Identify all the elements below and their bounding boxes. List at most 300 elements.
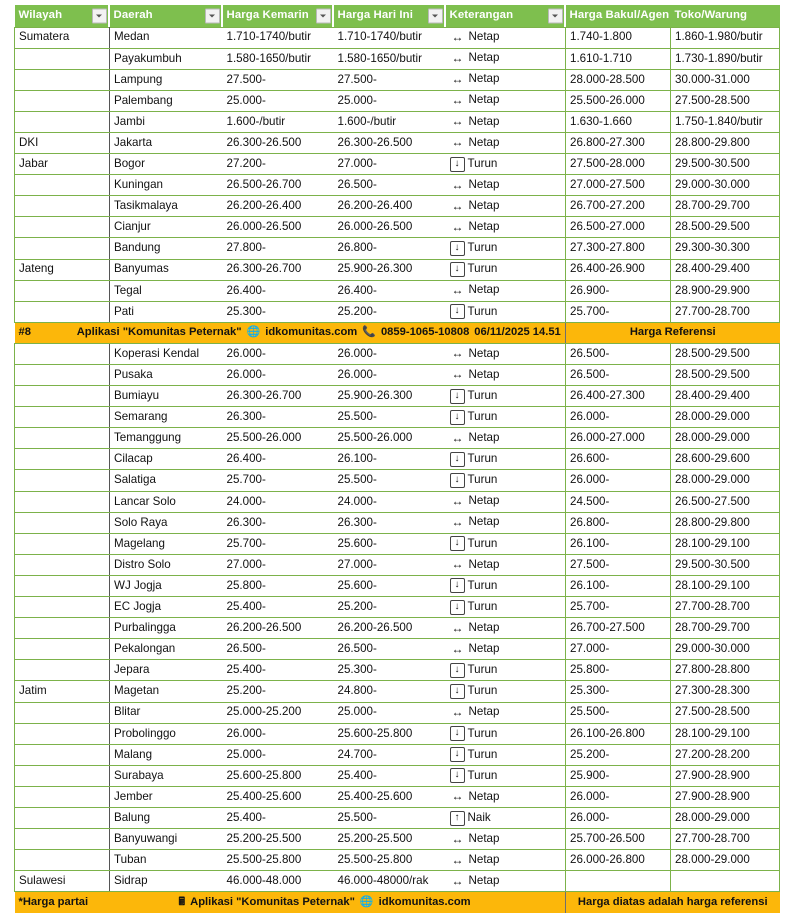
- cell-harga-bakul-agen: 27.000-27.500: [566, 175, 671, 196]
- cell-toko-warung: 27.700-28.700: [671, 597, 780, 618]
- cell-harga-bakul-agen: 26.100-: [566, 575, 671, 596]
- banner-right-label: Harga Referensi: [566, 322, 780, 343]
- cell-wilayah: [15, 175, 110, 196]
- cell-harga-bakul-agen: 26.000-: [566, 807, 671, 828]
- cell-harga-kemarin: 26.500-: [223, 639, 334, 660]
- cell-wilayah: Sulawesi: [15, 871, 110, 892]
- cell-harga-bakul-agen: 27.500-28.000: [566, 154, 671, 175]
- cell-harga-kemarin: 25.300-: [223, 301, 334, 322]
- down-arrow-box-icon: ↓: [450, 578, 465, 593]
- cell-harga-hari-ini: 26.500-: [334, 639, 446, 660]
- cell-wilayah: [15, 618, 110, 639]
- cell-keterangan: [446, 428, 566, 449]
- table-row[interactable]: [15, 871, 780, 892]
- cell-harga-bakul-agen: 25.800-: [566, 660, 671, 681]
- cell-harga-bakul-agen: 26.000-27.000: [566, 428, 671, 449]
- cell-harga-hari-ini: 25.600-: [334, 533, 446, 554]
- cell-daerah: Tuban: [110, 850, 223, 871]
- cell-harga-hari-ini: 25.400-: [334, 765, 446, 786]
- table-row[interactable]: [15, 744, 780, 765]
- cell-toko-warung: 27.900-28.900: [671, 765, 780, 786]
- status-label: Turun: [467, 768, 498, 782]
- table-row[interactable]: [15, 154, 780, 175]
- table-row[interactable]: [15, 69, 780, 90]
- cell-harga-kemarin: 25.600-25.800: [223, 765, 334, 786]
- cell-daerah: Tasikmalaya: [110, 196, 223, 217]
- filter-dropdown-icon[interactable]: [92, 8, 107, 23]
- column-header-daerah: [110, 5, 223, 27]
- left-right-arrow-icon: ↔: [451, 346, 464, 361]
- cell-keterangan: [446, 807, 566, 828]
- cell-harga-bakul-agen: [566, 871, 671, 892]
- cell-wilayah: Jabar: [15, 154, 110, 175]
- cell-wilayah: [15, 702, 110, 723]
- table-row[interactable]: [15, 111, 780, 132]
- harga-telur-table: [14, 5, 780, 913]
- left-right-arrow-icon: ↔: [451, 852, 464, 867]
- header-row: [15, 5, 780, 27]
- cell-daerah: Probolinggo: [110, 723, 223, 744]
- cell-harga-bakul-agen: 26.600-: [566, 449, 671, 470]
- status-label: Netap: [468, 641, 500, 655]
- table-row[interactable]: [15, 575, 780, 596]
- cell-keterangan: [446, 259, 566, 280]
- cell-wilayah: [15, 301, 110, 322]
- cell-wilayah: [15, 238, 110, 259]
- table-row[interactable]: [15, 512, 780, 533]
- cell-keterangan: [446, 69, 566, 90]
- cell-harga-kemarin: 26.400-: [223, 449, 334, 470]
- footer-app-name: Aplikasi "Komunitas Peternak": [190, 895, 355, 908]
- cell-harga-kemarin: 1.580-1650/butir: [223, 48, 334, 69]
- cell-harga-hari-ini: 26.800-: [334, 238, 446, 259]
- table-row[interactable]: [15, 27, 780, 48]
- cell-wilayah: [15, 428, 110, 449]
- table-row[interactable]: [15, 829, 780, 850]
- status-label: Netap: [468, 831, 500, 845]
- globe-icon: 🌐: [246, 326, 261, 339]
- cell-harga-kemarin: 25.400-: [223, 597, 334, 618]
- cell-keterangan: [446, 111, 566, 132]
- status-label: Netap: [468, 283, 500, 297]
- column-header-harga-hari-ini: [334, 5, 446, 27]
- footer-note: *Harga partai: [18, 895, 89, 908]
- cell-keterangan: [446, 90, 566, 111]
- down-arrow-box-icon: ↓: [450, 452, 465, 467]
- cell-daerah: Blitar: [110, 702, 223, 723]
- cell-daerah: Pati: [110, 301, 223, 322]
- filter-dropdown-icon[interactable]: [316, 8, 331, 23]
- table-row[interactable]: [15, 850, 780, 871]
- table-row[interactable]: [15, 48, 780, 69]
- cell-daerah: Pusaka: [110, 365, 223, 386]
- banner-phone: 0859-1065-10808: [380, 325, 470, 338]
- cell-daerah: Purbalingga: [110, 618, 223, 639]
- cell-harga-bakul-agen: 26.000-: [566, 786, 671, 807]
- cell-daerah: Tegal: [110, 280, 223, 301]
- cell-harga-kemarin: 26.300-: [223, 407, 334, 428]
- left-right-arrow-icon: ↔: [451, 494, 464, 509]
- cell-daerah: Surabaya: [110, 765, 223, 786]
- cell-daerah: Magetan: [110, 681, 223, 702]
- cell-keterangan: [446, 512, 566, 533]
- cell-toko-warung: 28.100-29.100: [671, 575, 780, 596]
- cell-keterangan: [446, 765, 566, 786]
- status-label: Turun: [467, 473, 498, 487]
- column-header-label: Daerah: [113, 8, 153, 21]
- status-label: Netap: [468, 51, 500, 65]
- cell-wilayah: [15, 407, 110, 428]
- left-right-arrow-icon: ↔: [451, 29, 464, 44]
- down-arrow-box-icon: ↓: [450, 663, 465, 678]
- cell-toko-warung: 28.000-29.000: [671, 428, 780, 449]
- status-label: Netap: [468, 873, 500, 887]
- cell-wilayah: [15, 217, 110, 238]
- filter-dropdown-icon[interactable]: [548, 8, 563, 23]
- cell-harga-bakul-agen: 26.700-27.200: [566, 196, 671, 217]
- table-row[interactable]: [15, 702, 780, 723]
- cell-harga-kemarin: 26.000-: [223, 365, 334, 386]
- cell-keterangan: [446, 829, 566, 850]
- cell-keterangan: [446, 618, 566, 639]
- cell-harga-hari-ini: 25.500-26.000: [334, 428, 446, 449]
- calculator-icon: 🖩: [178, 895, 186, 908]
- table-row[interactable]: [15, 449, 780, 470]
- cell-keterangan: [446, 365, 566, 386]
- cell-harga-hari-ini: 25.600-: [334, 575, 446, 596]
- cell-wilayah: [15, 575, 110, 596]
- cell-toko-warung: 28.000-29.000: [671, 470, 780, 491]
- cell-harga-kemarin: 25.700-: [223, 533, 334, 554]
- status-label: Netap: [468, 135, 500, 149]
- cell-toko-warung: 27.500-28.500: [671, 702, 780, 723]
- cell-keterangan: [446, 786, 566, 807]
- cell-keterangan: [446, 723, 566, 744]
- cell-toko-warung: 27.700-28.700: [671, 829, 780, 850]
- table-row[interactable]: [15, 681, 780, 702]
- cell-harga-hari-ini: 25.600-25.800: [334, 723, 446, 744]
- cell-daerah: Payakumbuh: [110, 48, 223, 69]
- table-row[interactable]: [15, 533, 780, 554]
- status-label: Turun: [467, 262, 498, 276]
- cell-daerah: Lancar Solo: [110, 491, 223, 512]
- left-right-arrow-icon: ↔: [451, 831, 464, 846]
- cell-harga-bakul-agen: 25.300-: [566, 681, 671, 702]
- status-label: Turun: [467, 726, 498, 740]
- cell-keterangan: [446, 154, 566, 175]
- phone-icon: 📞: [362, 326, 376, 339]
- status-label: Netap: [468, 220, 500, 233]
- down-arrow-box-icon: ↓: [450, 726, 465, 741]
- table-row[interactable]: [15, 386, 780, 407]
- table-row[interactable]: [15, 723, 780, 744]
- table-row[interactable]: [15, 132, 780, 153]
- cell-keterangan: [446, 575, 566, 596]
- cell-harga-kemarin: 26.400-: [223, 280, 334, 301]
- left-right-arrow-icon: ↔: [451, 177, 464, 192]
- cell-daerah: Jepara: [110, 660, 223, 681]
- status-label: Turun: [467, 536, 498, 550]
- status-label: Netap: [468, 430, 500, 444]
- left-right-arrow-icon: ↔: [451, 641, 464, 656]
- status-label: Netap: [468, 367, 500, 381]
- table-row[interactable]: [15, 660, 780, 681]
- status-label: Turun: [467, 578, 498, 592]
- cell-wilayah: Sumatera: [15, 27, 110, 48]
- cell-wilayah: [15, 365, 110, 386]
- cell-harga-hari-ini: 25.200-25.500: [334, 829, 446, 850]
- cell-wilayah: Jateng: [15, 259, 110, 280]
- cell-wilayah: [15, 69, 110, 90]
- cell-keterangan: [446, 660, 566, 681]
- cell-harga-kemarin: 26.300-26.700: [223, 386, 334, 407]
- left-right-arrow-icon: ↔: [451, 283, 464, 298]
- banner-site[interactable]: idkomunitas.com: [265, 325, 358, 338]
- cell-toko-warung: 28.100-29.100: [671, 723, 780, 744]
- cell-keterangan: [446, 470, 566, 491]
- cell-daerah: Medan: [110, 27, 223, 48]
- table-row[interactable]: [15, 90, 780, 111]
- table-row[interactable]: [15, 765, 780, 786]
- table-row[interactable]: [15, 597, 780, 618]
- cell-wilayah: [15, 807, 110, 828]
- cell-toko-warung: 29.300-30.300: [671, 238, 780, 259]
- status-label: Turun: [467, 410, 498, 424]
- cell-harga-kemarin: 24.000-: [223, 491, 334, 512]
- cell-harga-kemarin: 25.400-: [223, 660, 334, 681]
- down-arrow-box-icon: ↓: [450, 157, 465, 172]
- table-row[interactable]: [15, 175, 780, 196]
- left-right-arrow-icon: ↔: [451, 367, 464, 382]
- table-row[interactable]: [15, 786, 780, 807]
- cell-toko-warung: 26.500-27.500: [671, 491, 780, 512]
- cell-harga-kemarin: 26.300-26.500: [223, 132, 334, 153]
- cell-harga-bakul-agen: 26.000-26.800: [566, 850, 671, 871]
- cell-wilayah: [15, 639, 110, 660]
- table-row[interactable]: [15, 639, 780, 660]
- cell-toko-warung: 28.400-29.400: [671, 259, 780, 280]
- cell-toko-warung: 1.730-1.890/butir: [671, 48, 780, 69]
- cell-wilayah: [15, 660, 110, 681]
- down-arrow-box-icon: ↓: [450, 241, 465, 256]
- cell-toko-warung: 1.750-1.840/butir: [671, 111, 780, 132]
- left-right-arrow-icon: ↔: [451, 430, 464, 445]
- cell-toko-warung: 28.900-29.900: [671, 280, 780, 301]
- cell-harga-bakul-agen: 1.610-1.710: [566, 48, 671, 69]
- status-label: Turun: [467, 452, 498, 466]
- cell-toko-warung: 28.100-29.100: [671, 533, 780, 554]
- cell-daerah: Malang: [110, 744, 223, 765]
- cell-wilayah: [15, 470, 110, 491]
- cell-harga-hari-ini: 25.900-26.300: [334, 259, 446, 280]
- cell-harga-bakul-agen: 25.500-: [566, 702, 671, 723]
- status-label: Netap: [468, 494, 500, 508]
- table-body: [15, 27, 780, 913]
- table-row[interactable]: [15, 365, 780, 386]
- cell-harga-bakul-agen: 25.700-: [566, 597, 671, 618]
- cell-harga-bakul-agen: 26.100-26.800: [566, 723, 671, 744]
- left-right-arrow-icon: ↔: [451, 557, 464, 572]
- cell-toko-warung: 28.700-29.700: [671, 618, 780, 639]
- cell-toko-warung: 28.000-29.000: [671, 807, 780, 828]
- cell-harga-kemarin: 25.000-25.200: [223, 702, 334, 723]
- cell-keterangan: [446, 343, 566, 364]
- cell-harga-kemarin: 25.500-25.800: [223, 850, 334, 871]
- cell-harga-bakul-agen: 1.740-1.800: [566, 27, 671, 48]
- cell-daerah: Jember: [110, 786, 223, 807]
- cell-wilayah: [15, 533, 110, 554]
- cell-wilayah: [15, 786, 110, 807]
- table-row[interactable]: [15, 470, 780, 491]
- status-label: Netap: [468, 705, 500, 719]
- cell-toko-warung: 28.700-29.700: [671, 196, 780, 217]
- cell-harga-hari-ini: 46.000-48000/rak: [334, 871, 446, 892]
- cell-harga-hari-ini: 1.600-/butir: [334, 111, 446, 132]
- cell-harga-bakul-agen: 26.400-26.900: [566, 259, 671, 280]
- cell-harga-hari-ini: 25.500-: [334, 407, 446, 428]
- cell-harga-bakul-agen: 26.500-: [566, 343, 671, 364]
- cell-wilayah: [15, 554, 110, 575]
- cell-harga-kemarin: 26.200-26.500: [223, 618, 334, 639]
- cell-keterangan: [446, 48, 566, 69]
- table-row[interactable]: [15, 301, 780, 322]
- cell-harga-hari-ini: 26.100-: [334, 449, 446, 470]
- cell-keterangan: [446, 132, 566, 153]
- cell-harga-hari-ini: 1.580-1650/butir: [334, 48, 446, 69]
- cell-daerah: Temanggung: [110, 428, 223, 449]
- cell-harga-hari-ini: 24.700-: [334, 744, 446, 765]
- cell-wilayah: [15, 744, 110, 765]
- down-arrow-box-icon: ↓: [450, 262, 465, 277]
- cell-wilayah: [15, 196, 110, 217]
- cell-harga-hari-ini: 26.500-: [334, 175, 446, 196]
- table-row[interactable]: [15, 554, 780, 575]
- cell-harga-hari-ini: 1.710-1740/butir: [334, 27, 446, 48]
- cell-wilayah: [15, 386, 110, 407]
- column-header-label: Keterangan: [449, 8, 514, 21]
- cell-harga-kemarin: 25.200-: [223, 681, 334, 702]
- cell-harga-bakul-agen: 25.700-: [566, 301, 671, 322]
- left-right-arrow-icon: ↔: [451, 72, 464, 87]
- cell-harga-hari-ini: 24.000-: [334, 491, 446, 512]
- cell-keterangan: [446, 449, 566, 470]
- status-label: Naik: [467, 810, 491, 824]
- cell-harga-bakul-agen: 26.400-27.300: [566, 386, 671, 407]
- cell-wilayah: [15, 597, 110, 618]
- down-arrow-box-icon: ↓: [450, 684, 465, 699]
- cell-daerah: Distro Solo: [110, 554, 223, 575]
- left-right-arrow-icon: ↔: [451, 620, 464, 635]
- down-arrow-box-icon: ↓: [450, 768, 465, 783]
- column-header-label: Toko/Warung: [674, 8, 748, 21]
- cell-daerah: Pekalongan: [110, 639, 223, 660]
- table-row[interactable]: [15, 407, 780, 428]
- filter-dropdown-icon[interactable]: [428, 8, 443, 23]
- cell-harga-kemarin: 25.800-: [223, 575, 334, 596]
- cell-harga-hari-ini: 25.400-25.600: [334, 786, 446, 807]
- globe-icon: 🌐: [359, 895, 374, 908]
- cell-harga-kemarin: 26.000-: [223, 343, 334, 364]
- cell-harga-kemarin: 27.800-: [223, 238, 334, 259]
- cell-toko-warung: 27.500-28.500: [671, 90, 780, 111]
- column-header-keterangan: [446, 5, 566, 27]
- cell-keterangan: [446, 196, 566, 217]
- cell-keterangan: [446, 702, 566, 723]
- cell-keterangan: [446, 301, 566, 322]
- cell-wilayah: [15, 343, 110, 364]
- table-row[interactable]: [15, 807, 780, 828]
- table-row[interactable]: [15, 491, 780, 512]
- cell-daerah: Lampung: [110, 69, 223, 90]
- column-header-label: Harga Hari Ini: [337, 8, 413, 21]
- table-row[interactable]: [15, 618, 780, 639]
- left-right-arrow-icon: ↔: [451, 873, 464, 888]
- status-label: Turun: [467, 684, 498, 698]
- cell-wilayah: [15, 90, 110, 111]
- cell-harga-hari-ini: 26.200-26.400: [334, 196, 446, 217]
- status-label: Turun: [467, 747, 498, 761]
- table-row[interactable]: [15, 217, 780, 238]
- cell-harga-bakul-agen: 26.800-: [566, 512, 671, 533]
- cell-harga-bakul-agen: 26.500-: [566, 365, 671, 386]
- table-row[interactable]: [15, 259, 780, 280]
- down-arrow-box-icon: ↓: [450, 304, 465, 319]
- cell-keterangan: [446, 238, 566, 259]
- left-right-arrow-icon: ↔: [451, 515, 464, 530]
- table-row[interactable]: [15, 238, 780, 259]
- cell-harga-hari-ini: 27.500-: [334, 69, 446, 90]
- cell-toko-warung: 29.500-30.500: [671, 154, 780, 175]
- table-row[interactable]: [15, 343, 780, 364]
- cell-harga-bakul-agen: 1.630-1.660: [566, 111, 671, 132]
- cell-toko-warung: 27.300-28.300: [671, 681, 780, 702]
- left-right-arrow-icon: ↔: [451, 789, 464, 804]
- cell-harga-kemarin: 1.600-/butir: [223, 111, 334, 132]
- status-label: Turun: [467, 241, 498, 255]
- banner-index: #8: [18, 325, 31, 338]
- cell-toko-warung: 28.800-29.800: [671, 132, 780, 153]
- cell-keterangan: [446, 681, 566, 702]
- footer-site[interactable]: idkomunitas.com: [378, 895, 471, 908]
- cell-daerah: Cilacap: [110, 449, 223, 470]
- cell-harga-bakul-agen: 26.700-27.500: [566, 618, 671, 639]
- column-header-label: Wilayah: [18, 8, 63, 21]
- cell-toko-warung: 28.500-29.500: [671, 365, 780, 386]
- cell-daerah: Salatiga: [110, 470, 223, 491]
- cell-harga-bakul-agen: 26.900-: [566, 280, 671, 301]
- cell-keterangan: [446, 744, 566, 765]
- cell-harga-kemarin: 26.000-: [223, 723, 334, 744]
- cell-keterangan: [446, 386, 566, 407]
- status-label: Turun: [467, 663, 498, 677]
- cell-wilayah: [15, 829, 110, 850]
- status-label: Netap: [468, 620, 500, 634]
- cell-harga-bakul-agen: 26.000-: [566, 470, 671, 491]
- table-row[interactable]: [15, 280, 780, 301]
- cell-harga-bakul-agen: 27.500-: [566, 554, 671, 575]
- cell-toko-warung: 28.000-29.000: [671, 850, 780, 871]
- table-row[interactable]: [15, 428, 780, 449]
- filter-dropdown-icon[interactable]: [205, 8, 220, 23]
- cell-harga-bakul-agen: 26.800-27.300: [566, 132, 671, 153]
- cell-keterangan: [446, 850, 566, 871]
- cell-toko-warung: 28.000-29.000: [671, 407, 780, 428]
- cell-harga-bakul-agen: 25.200-: [566, 744, 671, 765]
- table-row[interactable]: [15, 196, 780, 217]
- cell-harga-hari-ini: 27.000-: [334, 154, 446, 175]
- down-arrow-box-icon: ↓: [450, 389, 465, 404]
- cell-harga-kemarin: 26.300-26.700: [223, 259, 334, 280]
